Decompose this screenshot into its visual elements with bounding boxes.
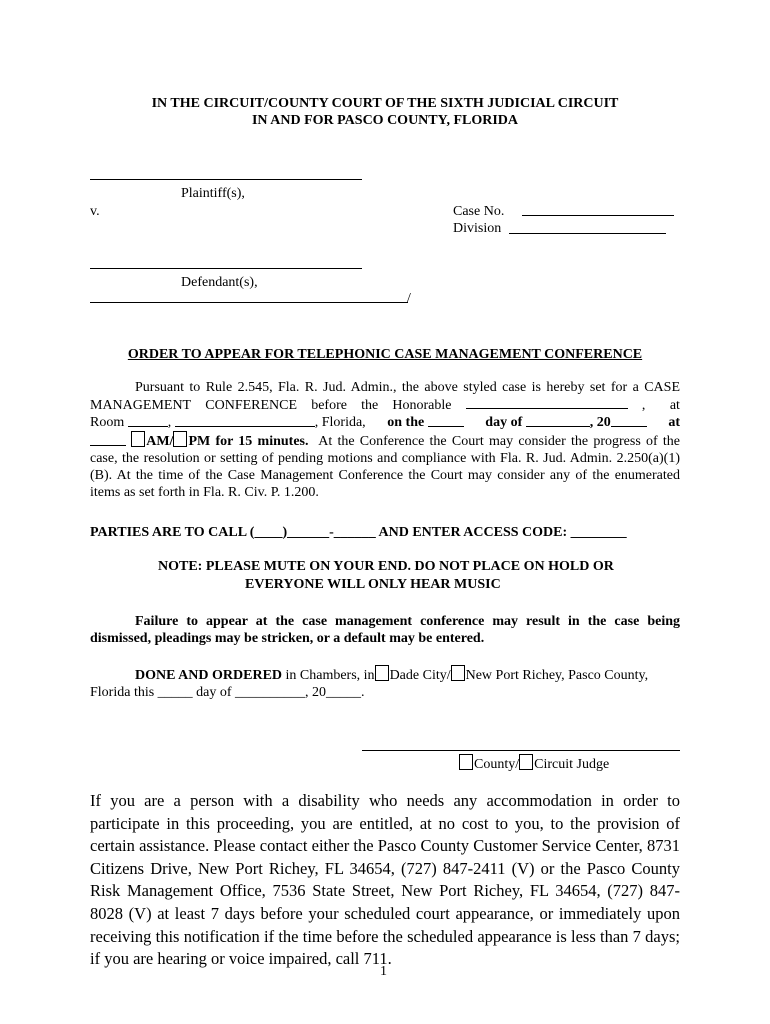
year-field[interactable] — [611, 414, 647, 427]
court-header-line2: IN AND FOR PASCO COUNTY, FLORIDA — [251, 113, 519, 128]
versus-label: v. — [90, 204, 100, 219]
day-field[interactable] — [428, 414, 464, 427]
order-paragraph — [90, 379, 680, 501]
order-title: ORDER TO APPEAR FOR TELEPHONIC CASE MANAGEMENT CONFERENCE — [127, 347, 643, 362]
dade-city-checkbox[interactable] — [375, 665, 389, 681]
defendant-name-line[interactable] — [90, 268, 362, 269]
am-checkbox[interactable] — [131, 431, 145, 447]
court-header — [90, 95, 680, 129]
county-judge-checkbox[interactable] — [459, 754, 473, 770]
caption-close-line — [90, 302, 408, 303]
failure-warning: Failure to appear at the case management conference may result in the case being dismissed, pleadings may be stricken, or a default may be entered. — [90, 614, 680, 646]
room-field[interactable] — [128, 414, 168, 427]
call-instructions: PARTIES ARE TO CALL (____)______-______ AND ENTER ACCESS CODE: ________ — [90, 525, 627, 540]
circuit-judge-checkbox[interactable] — [519, 754, 533, 770]
location-field[interactable] — [175, 414, 315, 427]
pm-checkbox[interactable] — [173, 431, 187, 447]
month-field[interactable] — [526, 414, 590, 427]
order-paragraph-line2: MANAGEMENT CONFERENCE before the Honorable , at — [90, 398, 680, 413]
division-field[interactable] — [509, 233, 666, 234]
ada-notice: If you are a person with a disability who needs any accommodation in order to participate in this proceeding, you are entitled, at no cost to you, to the provision of certain assistance. Please contact either the Pasco County Customer Service Center, 8731 Citizens Drive, New Port Richey, FL 34654, (727) 847-2411 (V) or the Pasco County Risk Management Office, 7536 State Street, New Port Richey, FL 34654, (727) 847-8028 (V) at least 7 days before your scheduled court appearance, or immediately upon receiving this notification if the time before the scheduled appearance is less than 7 days; if you are hearing or voice impaired, call 711. — [90, 791, 680, 969]
court-header-line1: IN THE CIRCUIT/COUNTY COURT OF THE SIXTH JUDICIAL CIRCUIT — [151, 96, 619, 111]
done-ordered-line1: DONE AND ORDERED in Chambers, in Dade City/ New Port Richey, Pasco County, — [90, 665, 680, 684]
division-label: Division — [453, 221, 502, 236]
caption-slash: / — [407, 291, 411, 306]
case-no-label: Case No. — [453, 204, 505, 219]
defendant-label: Defendant(s), — [181, 275, 258, 290]
order-paragraph-line3: Room , , Florida, on the day of , 20 at — [90, 415, 680, 430]
note-line1: NOTE: PLEASE MUTE ON YOUR END. DO NOT PLACE ON HOLD OR — [158, 559, 614, 574]
new-port-richey-checkbox[interactable] — [451, 665, 465, 681]
done-ordered — [90, 665, 680, 701]
page-number: 1 — [380, 964, 387, 979]
case-no-field[interactable] — [522, 215, 674, 216]
done-ordered-line2: Florida this _____ day of __________, 20_____. — [90, 685, 365, 700]
judge-type: County/ Circuit Judge — [459, 754, 609, 773]
order-paragraph-rest: AM/ PM for 15 minutes. At the Conference the Court may consider the progress of the case, the resolution or setting of pending motions and compliance with Fla. R. Jud. Admin. 2.250(a)(1)(B). At the time of the Case Management Conference the Court may consider any of the enumerated items as set forth in Fla. R. Civ. P. 1.200. — [90, 431, 680, 501]
time-field[interactable] — [90, 433, 126, 446]
plaintiff-name-line[interactable] — [90, 179, 362, 180]
plaintiff-label: Plaintiff(s), — [181, 186, 245, 201]
order-paragraph-line1: Pursuant to Rule 2.545, Fla. R. Jud. Admin., the above styled case is hereby set for a CASE — [135, 380, 680, 395]
note-line2: EVERYONE WILL ONLY HEAR MUSIC — [245, 577, 501, 592]
judge-name-field[interactable] — [466, 396, 628, 409]
signature-line[interactable] — [362, 750, 680, 751]
